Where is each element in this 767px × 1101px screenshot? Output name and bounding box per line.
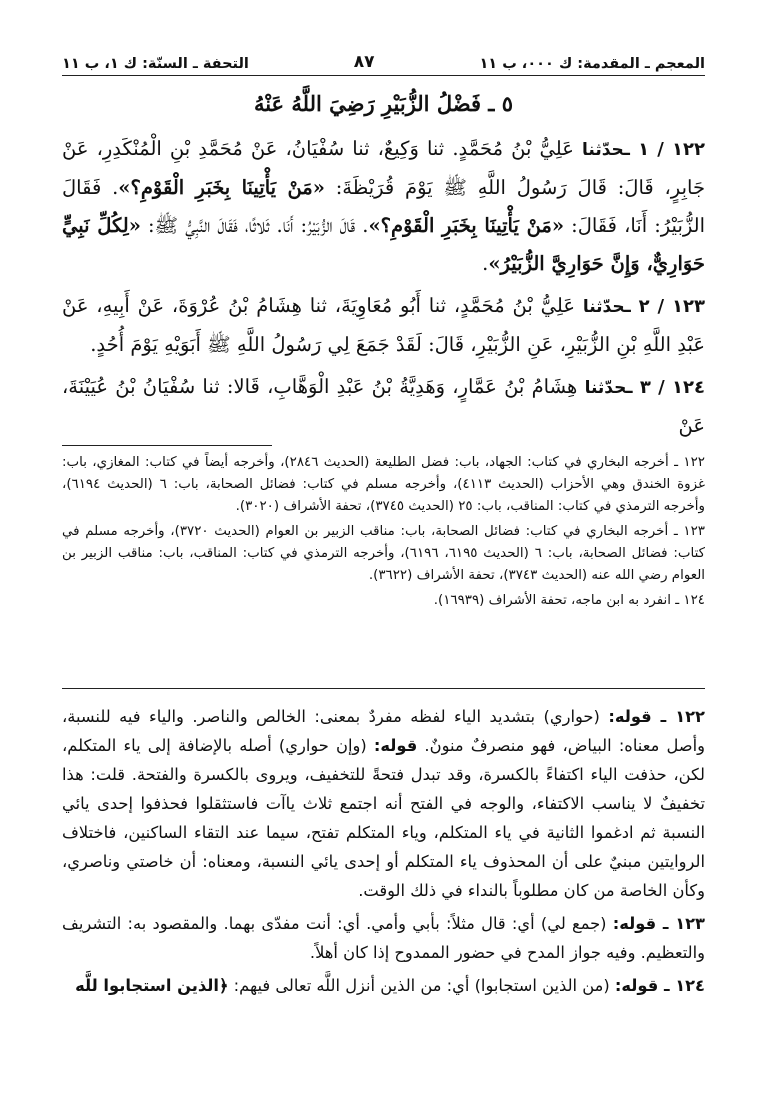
commentary-label: ١٢٢ ـ قوله:: [608, 707, 705, 726]
hadith-sanad-word: حدّثنا: [582, 297, 625, 317]
hadith-sanad-word: حدّثنا: [582, 140, 624, 160]
header-divider: [62, 75, 705, 76]
hadith-122: [62, 130, 705, 283]
hadith-text: عَلِيُّ بْنُ مُحَمَّدٍ. ثنا وَكِيعٌ، ثنا سُفْيَانُ، عَنْ مُحَمَّدِ بْنِ الْمُنْكَدِرِ، عَنْ جَابِرٍ، قَالَ: قَالَ رَسُولُ اللَّهِ ﷺ يَوْمَ قُرَيْظَةَ:: [62, 137, 705, 199]
footnote-divider: [62, 445, 272, 446]
hadith-text: . قَالَ الزُّبَيْرُ: أَنَا. ثَلاثًا، فَقَالَ النَّبِيُّ ﷺ:: [140, 214, 369, 237]
footnotes: [62, 452, 705, 615]
commentary-divider: [62, 688, 705, 689]
commentary-124: [62, 971, 705, 1000]
hadith-sanad-word: حدّثنا: [584, 378, 627, 398]
hadith-quote: «لِكُلِّ نَبِيٍّ حَوَارِيٌّ، وَإِنَّ حَوَارِيَّ الزُّبَيْرُ»: [62, 214, 705, 275]
commentary-123: [62, 909, 705, 967]
commentary-text: (جمع لي) أي: قال مثلاً: بأبي وأمي. أي: أنت مفدّى بهما. والمقصود به: التشريف والتعظيم. وفيه جواز المدح في حضور الممدوح إذا كان أهلاً.: [62, 914, 705, 962]
commentary-text: (حواري) بتشديد الياء لفظه مفردٌ بمعنى: الخالص والناصر. والياء فيه للنسبة، وأصل معناه: البياض، فهو منصرفٌ منونٌ.: [62, 707, 705, 755]
commentary-label: ١٢٤ ـ قوله:: [614, 976, 705, 995]
running-header: [62, 48, 705, 72]
hadith-body: [62, 130, 705, 449]
commentary-label: ١٢٣ ـ قوله:: [612, 914, 705, 933]
header-left-reference: التحفة ـ السنّة: ك ١، ب ١١: [62, 56, 249, 72]
hadith-text: عَلِيُّ بْنُ مُحَمَّدٍ، ثنا أَبُو مُعَاوِيَةَ، ثنا هِشَامُ بْنُ عُرْوَةَ، عَنْ أَبِيهِ، عَنْ عَبْدِ اللَّهِ بْنِ الزُّبَيْرِ، عَنِ الزُّبَيْرِ، قَالَ: لَقَدْ جَمَعَ لِي رَسُولُ اللَّهِ ﷺ أَبَوَيْهِ يَوْمَ أُحُدٍ.: [62, 294, 705, 356]
commentary-text: (من الذين استجابوا) أي: من الذين أنزل اللَّه تعالى فيهم:: [228, 976, 615, 995]
hadith-text: هِشَامُ بْنُ عَمَّارٍ، وَهَدِيَّةُ بْنُ عَبْدِ الْوَهَّابِ، قَالا: ثنا سُفْيَانُ بْنُ عُيَيْنَةَ، عَنْ: [62, 375, 705, 437]
hadith-text: . فَقَالَ الزُّبَيْرُ: أَنَا، فَقَالَ:: [62, 176, 705, 237]
commentary: [62, 702, 705, 1004]
header-right-reference: المعجم ـ المقدمة: ك ٠٠٠، ب ١١: [479, 56, 705, 72]
hadith-quote: «مَنْ يَأْتِينَا بِخَبَرِ الْقَوْمِ؟»: [118, 176, 325, 199]
quran-quote: ﴿الذين استجابوا للَّه: [75, 976, 229, 995]
hadith-number: ١٢٢ / ١ ـ: [623, 139, 705, 160]
hadith-number: ١٢٣ / ٢ ـ: [624, 296, 705, 317]
hadith-number: ١٢٤ / ٣ ـ: [626, 377, 706, 398]
section-title: ٥ ـ فَضْلُ الزُّبَيْرِ رَضِيَ اللَّهُ عَنْهُ: [253, 91, 514, 116]
footnote-122: ١٢٢ ـ أخرجه البخاري في كتاب: الجهاد، باب: فضل الطليعة (الحديث ٢٨٤٦)، وأخرجه أيضاً في كتاب: المغازي، باب: غزوة الخندق وهي الأحزاب (الحديث ٤١١٣)، وأخرجه مسلم في كتاب: فضائل الصحابة، باب: ٦ (الحديث ٦١٩٤)، وأخرجه الترمذي في كتاب: المناقب، باب: ٢٥ (الحديث ٣٧٤٥)، تحفة الأشراف (٣٠٢٠).: [62, 455, 706, 514]
commentary-122: [62, 702, 705, 905]
hadith-123: [62, 287, 705, 364]
commentary-text: (وإن حواري) أصله بالإضافة إلى ياء المتكلم، لكن، حذفت الياء اكتفاءً بالكسرة، وقد تبدل فتحةً للتخفيف، ويروى بالكسرة والفتحة. قلت: هذا تخفيفٌ لا يناسب الاكتفاء، والوجه في الفتح أنه اجتمع ثلاث ياآت فاستثقلوا فحذفوا إحدى يائي النسبة ثم ادغموا الثانية في ياء المتكلم، وياء المتكلم تفتح، سيما عند التقاء الساكنين، فاختلاف الروايتين مبنيٌ على أن المحذوف ياء المتكلم أو إحدى يائي النسبة، ومعناه: أن خاصتي وناصري، وكأن الخاصة من كان مطلوباً بالنداء في ذلك الوقت.: [62, 736, 705, 900]
footnote-123: ١٢٣ ـ أخرجه البخاري في كتاب: فضائل الصحابة، باب: مناقب الزبير بن العوام (الحديث ٣٧٢٠)، وأخرجه مسلم في كتاب: فضائل الصحابة، باب: ٦ (الحديث ٦١٩٥، ٦١٩٦)، وأخرجه الترمذي في كتاب: المناقب، باب: مناقب الزبير بن العوام رضي الله عنه (الحديث ٣٧٤٣)، تحفة الأشراف (٣٦٢٢).: [62, 524, 706, 583]
footnote-124: ١٢٤ ـ انفرد به ابن ماجه، تحفة الأشراف (١٦٩٣٩).: [433, 593, 705, 608]
page-number: ٨٧: [353, 52, 375, 72]
commentary-label: قوله:: [373, 736, 418, 755]
hadith-124: [62, 368, 705, 445]
hadith-quote: «مَنْ يَأْتِينَا بِخَبَرِ الْقَوْمِ؟»: [368, 214, 565, 237]
hadith-text: .: [482, 252, 489, 275]
